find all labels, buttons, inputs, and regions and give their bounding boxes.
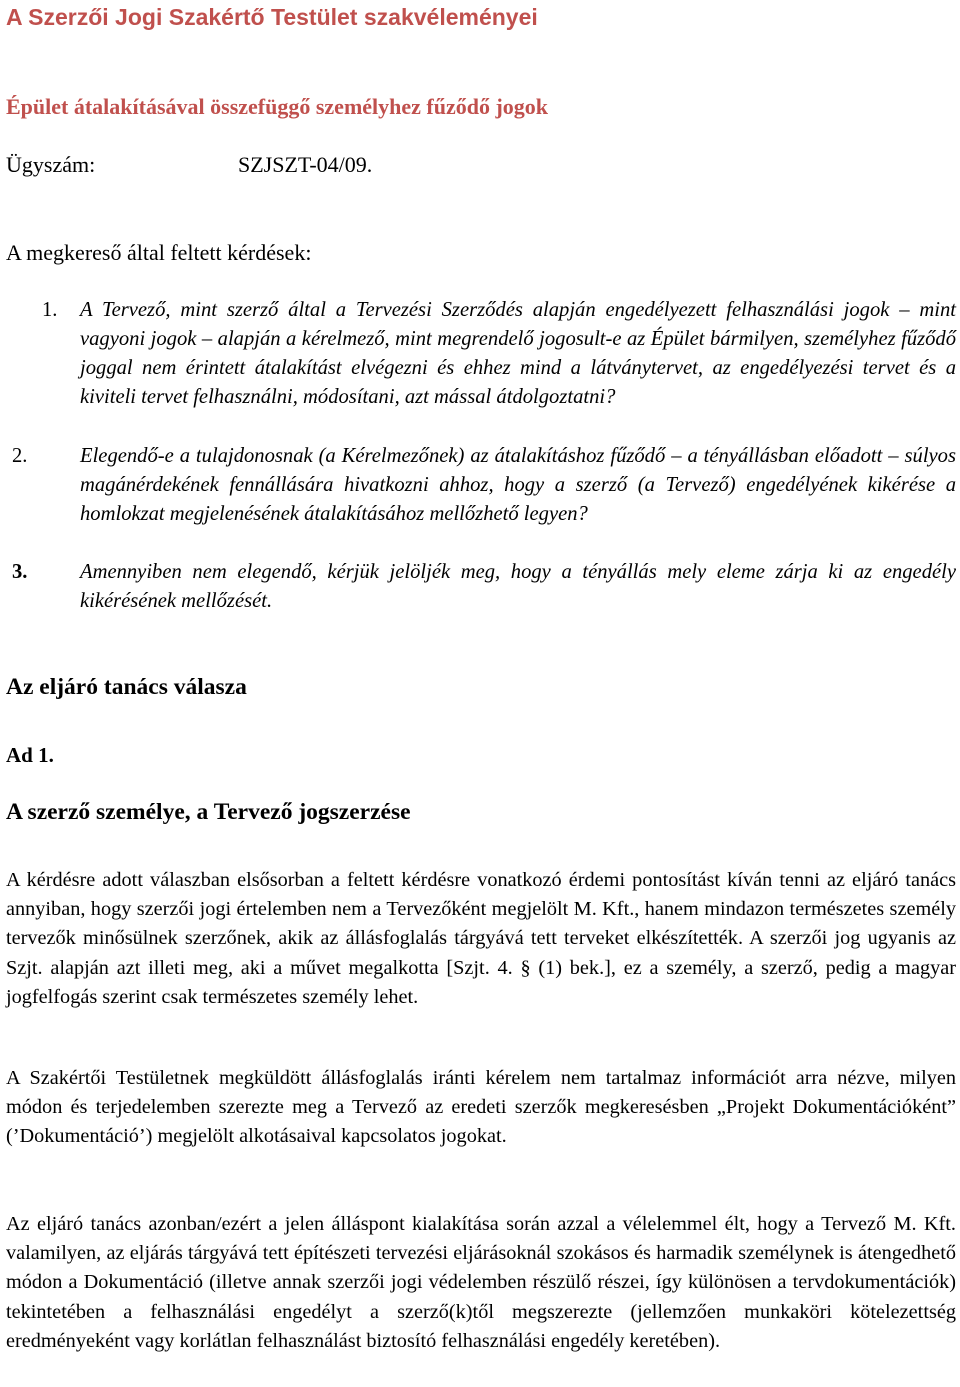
- case-number-label: Ügyszám:: [6, 152, 96, 177]
- question-text: A Tervező, mint szerző által a Tervezési Szerződés alapján engedélyezett felhasználási jogok – mint vagyoni jogok – alapján a kérelmező, mint megrendelő jogosult-e az Épület bármilyen, személyhez fűződő joggal nem érintett átalakítást elvégezni és ehhez mind a látványtervet, az engedélyezési tervet és a kiviteli tervet felhasználni, módosítani, azt mással átdolgoztatni?: [80, 299, 956, 408]
- body-paragraph: A kérdésre adott válaszban elsősorban a feltett kérdésre vonatkozó érdemi pontosítást kíván tenni az eljáró tanács annyiban, hogy szerzői jogi értelemben nem a Tervezőként megjelölt M. Kft., hanem mindazon természetes személy tervezők minősülnek szerzőnek, akik az állásfoglalás tárgyává tett terveket elkészítették. A szerzői jog ugyanis az Szjt. alapján azt illeti meg, aki a művet megalkotta [Szjt. 4. § (1) bek.], ez a személy, a szerző, pedig a magyar jogfelfogás szerint csak természetes személy lehet.: [6, 869, 956, 1008]
- answer-heading: Az eljáró tanács válasza: [6, 674, 247, 700]
- question-number: 3.: [12, 561, 28, 583]
- question-number: 2.: [12, 445, 28, 467]
- case-number-value: SZJSZT-04/09.: [238, 152, 373, 177]
- question-item: [6, 442, 956, 529]
- document-subtitle: Épület átalakításával összefüggő személyhez fűződő jogok: [6, 94, 549, 119]
- question-text: Amennyiben nem elegendő, kérjük jelöljék meg, hogy a tényállás mely eleme zárja ki az engedély kikérésének mellőzését.: [80, 561, 956, 612]
- question-number: 1.: [42, 299, 58, 321]
- body-paragraph: Az eljáró tanács azonban/ezért a jelen álláspont kialakítása során azzal a vélelemmel élt, hogy a Tervező M. Kft. valamilyen, az eljárás tárgyává tett építészeti tervezési eljárásoknál szokásos és harmadik személynek is átengedhető módon a Dokumentáció (illetve annak szerzői jogi védelemben részülő részei, így különösen a tervdokumentációk) tekintetében a felhasználási engedélyt a szerző(k)től megszerezte (jellemzően munkaköri kötelezettség eredményeként vagy korlátlan felhasználást biztosító felhasználási engedély keretében).: [6, 1213, 956, 1352]
- document-title: A Szerzői Jogi Szakértő Testület szakvéleményei: [6, 4, 538, 30]
- body-paragraph: A Szakértői Testületnek megküldött állásfoglalás iránti kérelem nem tartalmaz információt arra nézve, milyen módon és terjedelemben szerezte meg a Tervező az eredeti szerzők megkeresésben „Projekt Dokumentációként” (’Dokumentáció’) megjelölt alkotásaival kapcsolatos jogokat.: [6, 1067, 956, 1148]
- case-number-row: [6, 152, 373, 178]
- answer-ad-label: Ad 1.: [6, 743, 54, 767]
- section-title: A szerző személye, a Tervező jogszerzése: [6, 799, 411, 825]
- question-item: [6, 558, 956, 616]
- questions-heading: A megkereső által feltett kérdések:: [6, 240, 312, 265]
- question-text: Elegendő-e a tulajdonosnak (a Kérelmezőnek) az átalakításhoz fűződő – a tényállásban előadott – súlyos magánérdekének fennállására hivatkozni ahhoz, hogy a szerző (a Tervező) engedélyének kikérése a homlokzat megjelenésének átalakításához mellőzhető legyen?: [80, 445, 956, 525]
- question-item: [6, 296, 956, 412]
